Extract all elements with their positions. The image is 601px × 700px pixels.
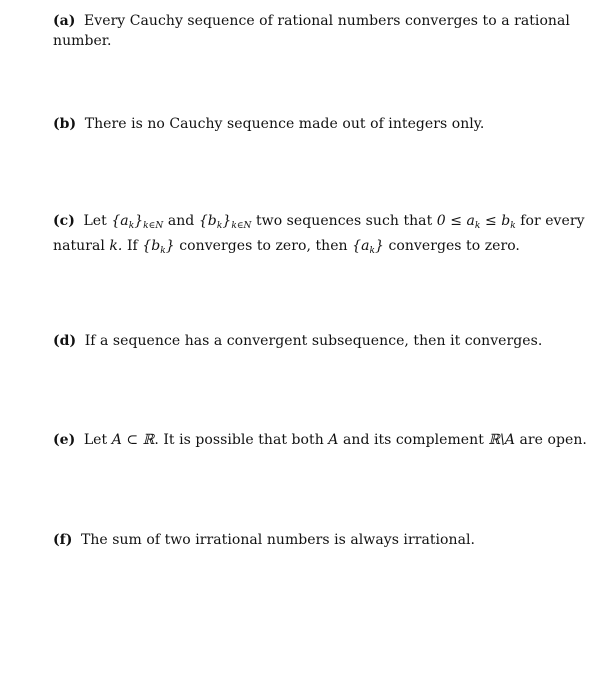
statement-text: Let [83,432,108,448]
statement-text: are open. [519,432,587,448]
math-complement: ℝ\A [488,432,516,448]
statement-text: If [126,238,138,254]
math-a: A [328,432,339,448]
statement-text: The sum of two irrational numbers is always irrational. [80,532,476,548]
statement-text: If a sequence has a convergent subsequence, then it converges. [84,333,543,349]
statement-d [53,331,588,351]
statement-label: (c) [53,213,75,229]
statement-text: and its complement [342,432,484,448]
sequence-a-short: $\{a_k\}$ [352,238,384,256]
statement-text: Let [83,213,107,229]
statement-text: converges to zero. [388,238,520,254]
sequence-b: $\{b_k\}_{k\in N}$ [198,213,252,231]
statement-text: There is no Cauchy sequence made out of integers only. [84,116,485,132]
statement-label: (f) [53,532,73,548]
statement-e [53,430,588,450]
math-subset: A ⊂ ℝ [111,432,155,448]
statement-text: Every Cauchy sequence of rational numbers converges to a rational number. [53,13,570,49]
statement-f [53,530,588,550]
inequality: $0 \le a_k \le b_k$ [436,213,516,231]
statement-text: . It is possible that both [154,432,324,448]
statement-b [53,114,588,134]
statement-label: (e) [53,432,76,448]
statement-label: (a) [53,13,76,29]
statement-text: converges to zero, then [179,238,348,254]
statement-text: and [167,213,195,229]
statement-a [53,11,588,51]
statement-label: (d) [53,333,77,349]
math-k: k. [109,238,123,254]
statement-text: for every natural [53,213,585,254]
sequence-b-short: $\{b_k\}$ [142,238,175,256]
statement-c [53,211,588,261]
statement-label: (b) [53,116,77,132]
sequence-a: $\{a_k\}_{k\in N}$ [111,213,164,231]
statement-text: two sequences such that [255,213,433,229]
